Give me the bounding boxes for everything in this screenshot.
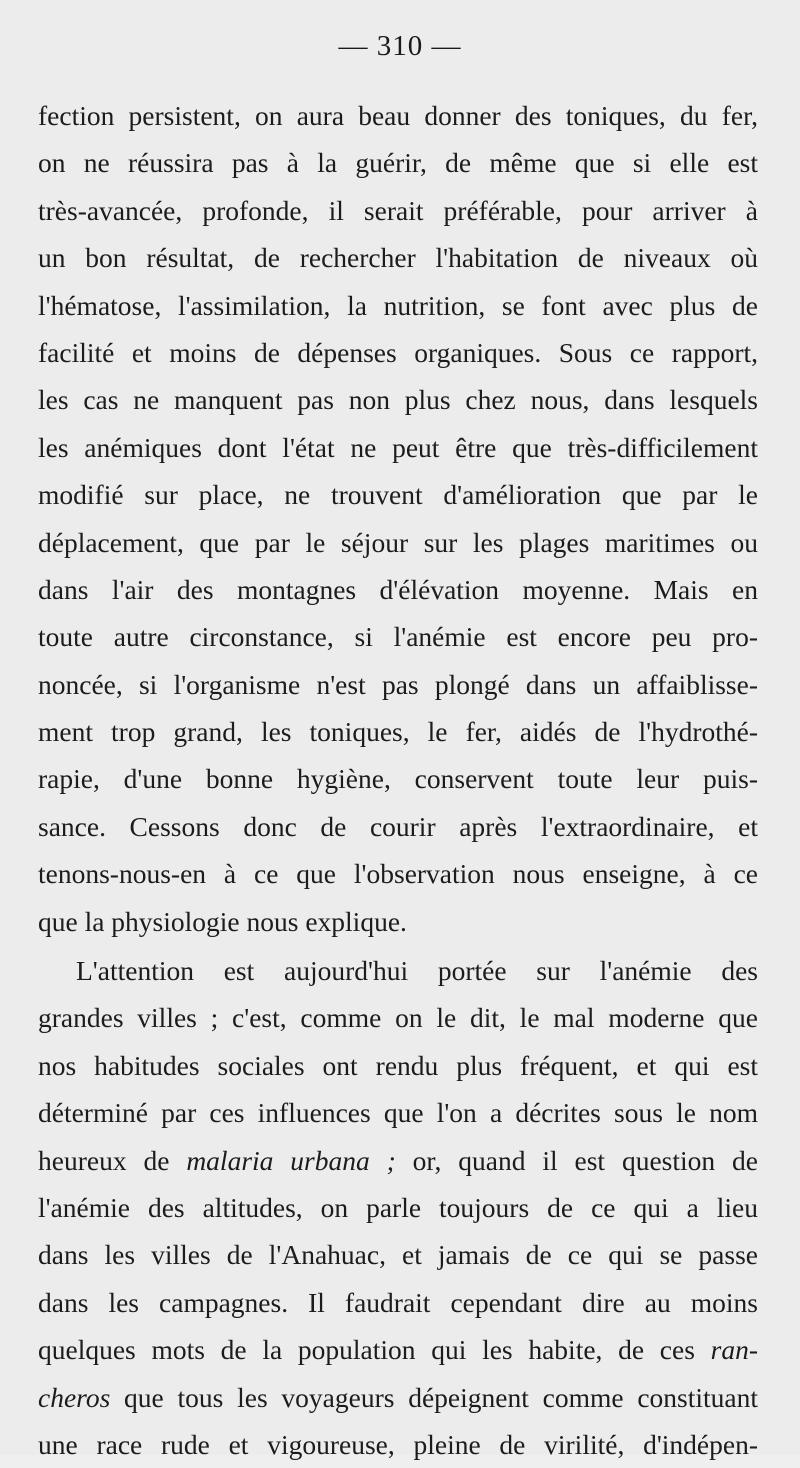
text-line: dans l'air des montagnes d'élévation moyenne. Mais en bbox=[38, 573, 758, 605]
text-line: une race rude et vigoureuse, pleine de virilité, d'indépen- bbox=[38, 1428, 758, 1460]
italic-term: malaria urbana ; bbox=[186, 1144, 396, 1176]
text-line bbox=[38, 1326, 758, 1373]
text-line: on ne réussira pas à la guérir, de même que si elle est bbox=[38, 147, 758, 179]
text-line: L'attention est aujourd'hui portée sur l'anémie des bbox=[76, 955, 758, 987]
text-line: l'hématose, l'assimilation, la nutrition, se font avec plus de bbox=[38, 289, 758, 321]
text-line: que la physiologie nous explique. bbox=[38, 905, 407, 937]
text-line: toute autre circonstance, si l'anémie est encore peu pro- bbox=[38, 621, 758, 653]
text-line: très-avancée, profonde, il serait préférable, pour arriver à bbox=[38, 194, 758, 226]
paragraph-1 bbox=[38, 92, 758, 945]
text-line: déterminé par ces influences que l'on a décrites sous le nom bbox=[38, 1097, 758, 1129]
text-line: fection persistent, on aura beau donner des toniques, du fer, bbox=[38, 100, 758, 131]
text-span: heureux de bbox=[38, 1144, 187, 1176]
text-line: dans les campagnes. Il faudrait cependant dire au moins bbox=[38, 1286, 758, 1318]
text-line: tenons-nous-en à ce que l'observation nous enseigne, à ce bbox=[38, 858, 758, 890]
italic-term: cheros bbox=[38, 1381, 111, 1413]
text-line: modifié sur place, ne trouvent d'amélioration que par le bbox=[38, 479, 758, 511]
italic-term: ran- bbox=[710, 1334, 758, 1366]
text-line bbox=[38, 1374, 758, 1421]
text-line: dans les villes de l'Anahuac, et jamais de ce qui se passe bbox=[38, 1239, 758, 1271]
text-span: or, quand il est question de bbox=[395, 1144, 758, 1176]
text-line: grandes villes ; c'est, comme on le dit, le mal moderne que bbox=[38, 1002, 758, 1034]
text-line: déplacement, que par le séjour sur les plages maritimes ou bbox=[38, 526, 758, 558]
text-line: noncée, si l'organisme n'est pas plongé dans un affaiblisse- bbox=[38, 668, 758, 700]
paragraph-2 bbox=[38, 947, 758, 1468]
text-line: nos habitudes sociales ont rendu plus fréquent, et qui est bbox=[38, 1049, 758, 1081]
text-line: rapie, d'une bonne hygiène, conservent toute leur puis- bbox=[38, 763, 758, 795]
text-line: les cas ne manquent pas non plus chez nous, dans lesquels bbox=[38, 384, 758, 416]
text-line: facilité et moins de dépenses organiques. Sous ce rapport, bbox=[38, 336, 758, 368]
text-line: sance. Cessons donc de courir après l'extraordinaire, et bbox=[38, 810, 758, 842]
text-line: un bon résultat, de rechercher l'habitation de niveaux où bbox=[38, 242, 758, 274]
body-text bbox=[38, 92, 758, 1468]
text-span: que tous les voyageurs dépeignent comme constituant bbox=[110, 1381, 758, 1413]
page-number: — 310 — bbox=[338, 30, 462, 62]
text-line: ment trop grand, les toniques, le fer, aidés de l'hydrothé- bbox=[38, 716, 758, 748]
text-line bbox=[38, 1137, 758, 1184]
text-span: quelques mots de la population qui les habite, de ces bbox=[38, 1334, 711, 1366]
text-line: l'anémie des altitudes, on parle toujours de ce qui a lieu bbox=[38, 1191, 758, 1223]
text-line: les anémiques dont l'état ne peut être que très-difficilement bbox=[38, 431, 758, 463]
